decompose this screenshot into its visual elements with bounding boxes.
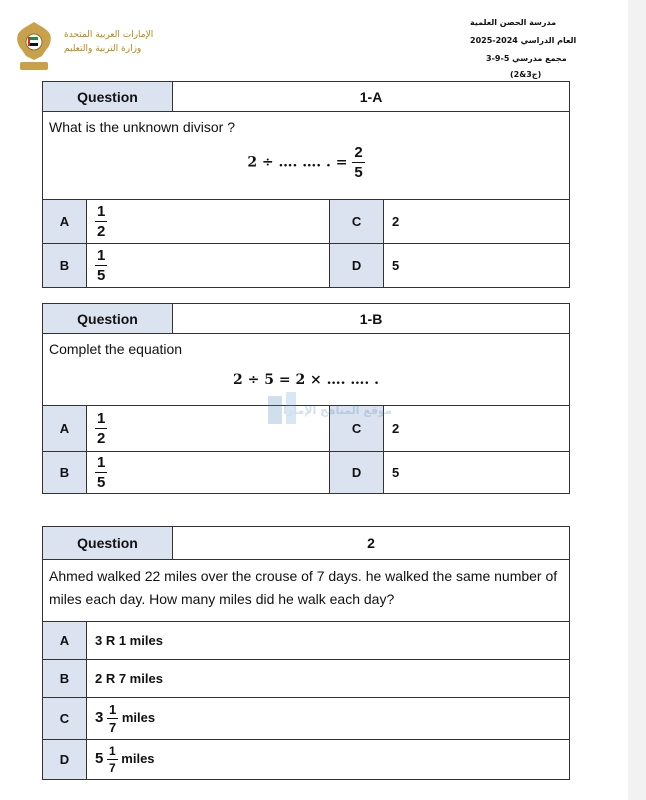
fraction-numerator: 2 — [354, 144, 363, 161]
uae-emblem-icon — [14, 20, 54, 74]
fraction-denominator: 2 — [97, 223, 106, 240]
mixed-number-whole: 3 — [95, 708, 104, 726]
option-d-value: 5 — [384, 244, 570, 288]
fraction-numerator: 1 — [97, 247, 106, 264]
unit-label: miles — [121, 709, 156, 725]
option-d-label: D — [43, 740, 87, 780]
watermark-text: موقع المناهج الإماراتية — [268, 404, 392, 417]
question-header-label: Question — [43, 527, 173, 560]
option-c-label: C — [330, 200, 384, 244]
header-academic-year: العام الدراسي 2024-2025 — [470, 36, 577, 45]
question-header-label: Question — [43, 82, 173, 112]
question-number: 1-B — [173, 304, 570, 334]
question-equation: 2 ÷ 5 = 2 × …. …. . — [233, 372, 380, 388]
option-a-fraction — [95, 204, 107, 239]
option-b-label: B — [43, 244, 87, 288]
mixed-number-whole: 5 — [95, 749, 104, 767]
question-header-label: Question — [43, 304, 173, 334]
fraction-denominator: 2 — [97, 430, 106, 447]
right-margin-strip — [628, 0, 646, 800]
header-school-name: مدرسة الحصن العلمية — [470, 18, 557, 27]
header-school-complex: مجمع مدرسي 5-9-3 — [486, 54, 567, 63]
option-c-label: C — [330, 406, 384, 452]
fraction-denominator: 5 — [354, 164, 363, 181]
option-d-value: 5 — [384, 452, 570, 494]
equation-fraction — [352, 145, 364, 180]
unit-label: miles — [121, 750, 155, 766]
option-c-value — [87, 698, 570, 740]
header-ministry-name: وزارة التربية والتعليم — [64, 44, 142, 54]
option-d-value — [87, 740, 570, 780]
equation-left: 2 ÷ …. …. . = — [247, 154, 348, 171]
option-b-fraction — [95, 248, 107, 283]
question-equation — [49, 145, 563, 180]
fraction-denominator: 7 — [108, 761, 116, 775]
mixed-number-fraction — [107, 703, 118, 734]
option-c-value: 2 — [384, 406, 570, 452]
option-b-fraction — [95, 455, 107, 490]
option-c-value: 2 — [384, 200, 570, 244]
fraction-denominator: 5 — [97, 474, 106, 491]
option-a-fraction — [95, 411, 107, 446]
question-body — [43, 112, 570, 200]
fraction-denominator: 5 — [97, 267, 106, 284]
option-b-value — [87, 244, 330, 288]
mixed-number-fraction — [107, 745, 118, 774]
question-2-table — [42, 526, 570, 780]
question-number: 2 — [173, 527, 570, 560]
question-1a-table — [42, 81, 570, 288]
header-grade-section: (ج3&2) — [510, 70, 542, 79]
option-d-label: D — [330, 244, 384, 288]
option-c-label: C — [43, 698, 87, 740]
option-b-label: B — [43, 452, 87, 494]
option-b-value: 2 R 7 miles — [87, 660, 570, 698]
option-d-label: D — [330, 452, 384, 494]
site-watermark — [268, 390, 392, 430]
question-text: Complet the equation — [49, 341, 183, 357]
fraction-numerator: 1 — [97, 454, 106, 471]
option-a-label: A — [43, 200, 87, 244]
question-number: 1-A — [173, 82, 570, 112]
option-a-value: 3 R 1 miles — [87, 622, 570, 660]
question-text: What is the unknown divisor ? — [49, 119, 235, 135]
option-b-value — [87, 452, 330, 494]
option-b-label: B — [43, 660, 87, 698]
header-country-name: الإمارات العربية المتحدة — [64, 30, 154, 40]
option-a-label: A — [43, 622, 87, 660]
fraction-numerator: 1 — [108, 744, 116, 758]
option-a-value — [87, 200, 330, 244]
fraction-denominator: 7 — [108, 720, 117, 735]
fraction-numerator: 1 — [108, 702, 117, 717]
option-a-label: A — [43, 406, 87, 452]
fraction-numerator: 1 — [97, 203, 106, 220]
fraction-numerator: 1 — [97, 410, 106, 427]
question-text: Ahmed walked 22 miles over the crouse of 7 days. he walked the same number of miles each day. How many miles did he walk each day? — [43, 560, 570, 622]
